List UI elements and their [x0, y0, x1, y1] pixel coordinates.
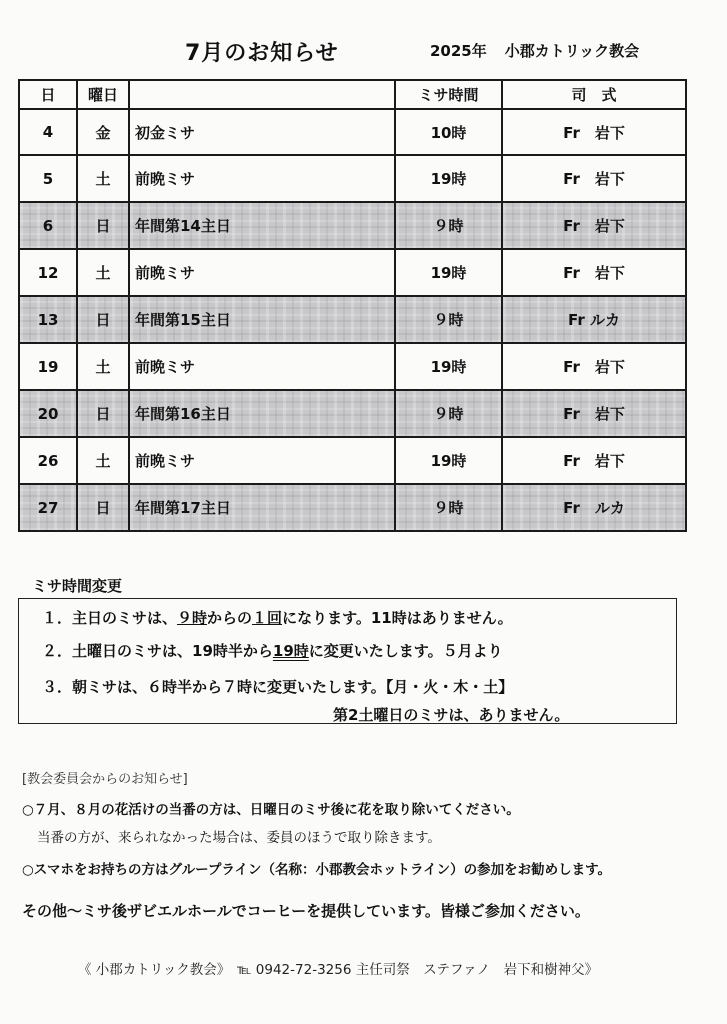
row-day: 4 — [19, 109, 77, 155]
row-time: 19時 — [395, 249, 502, 296]
row-weekday: 土 — [77, 249, 129, 296]
change-line-1 — [42, 607, 513, 628]
row-weekday: 日 — [77, 390, 129, 437]
row-name: 前晩ミサ — [129, 437, 395, 484]
row-time: ９時 — [395, 296, 502, 343]
change-line-2-c: に変更いたします。５月より — [308, 642, 503, 660]
change-line-3: ３．朝ミサは、６時半から７時に変更いたします。【月・火・木・土】 — [42, 678, 514, 696]
row-name: 年間第14主日 — [129, 202, 395, 249]
table-row — [19, 109, 686, 155]
table-row — [19, 202, 686, 249]
row-day: 12 — [19, 249, 77, 296]
header-day: 日 — [19, 80, 77, 109]
row-weekday: 日 — [77, 202, 129, 249]
row-name: 前晩ミサ — [129, 155, 395, 202]
row-priest: Fr 岩下 — [502, 155, 686, 202]
row-day: 6 — [19, 202, 77, 249]
row-priest: Fr 岩下 — [502, 390, 686, 437]
row-priest: Fr 岩下 — [502, 437, 686, 484]
change-line-2 — [42, 640, 503, 661]
change-line-1-c: からの — [207, 609, 253, 627]
row-weekday: 土 — [77, 343, 129, 390]
table-row — [19, 343, 686, 390]
change-line-4: 第2土曜日のミサは、ありません。 — [333, 706, 570, 724]
row-priest: Fr ルカ — [502, 484, 686, 531]
table-row — [19, 484, 686, 531]
row-name: 年間第15主日 — [129, 296, 395, 343]
page-title: 7月のお知らせ — [185, 41, 339, 66]
committee-item-1: ○７月、８月の花活けの当番の方は、日曜日のミサ後に花を取り除いてください。 — [22, 802, 520, 818]
row-priest: Fr 岩下 — [502, 109, 686, 155]
row-name: 年間第17主日 — [129, 484, 395, 531]
row-priest: Fr ルカ — [502, 296, 686, 343]
committee-item-2: ○スマホをお持ちの方はグループライン（名称：小郡教会ホットライン）の参加をお勧めします。 — [22, 862, 612, 878]
change-line-1-once: １回 — [252, 609, 283, 627]
row-weekday: 土 — [77, 437, 129, 484]
row-time: 19時 — [395, 343, 502, 390]
row-day: 13 — [19, 296, 77, 343]
committee-item-1b: 当番の方が、来られなかった場合は、委員のほうで取り除きます。 — [37, 830, 441, 846]
row-day: 27 — [19, 484, 77, 531]
row-priest: Fr 岩下 — [502, 343, 686, 390]
header-weekday: 曜日 — [77, 80, 129, 109]
row-day: 26 — [19, 437, 77, 484]
row-name: 前晩ミサ — [129, 343, 395, 390]
row-time: ９時 — [395, 390, 502, 437]
row-time: 19時 — [395, 155, 502, 202]
header-time: ミサ時間 — [395, 80, 502, 109]
mass-schedule-table — [18, 79, 687, 532]
row-time: 19時 — [395, 437, 502, 484]
row-time: 10時 — [395, 109, 502, 155]
change-line-2-a: ２．土曜日のミサは、19時半から — [42, 642, 273, 660]
other-notice: その他～ミサ後ザビエルホールでコーヒーを提供しています。皆様ご参加ください。 — [22, 902, 590, 920]
row-day: 5 — [19, 155, 77, 202]
change-line-2-nineteen: 19時 — [272, 642, 309, 660]
row-day: 20 — [19, 390, 77, 437]
header-priest: 司 式 — [502, 80, 686, 109]
table-row — [19, 249, 686, 296]
row-weekday: 金 — [77, 109, 129, 155]
row-time: ９時 — [395, 484, 502, 531]
change-line-1-e: になります。11時はありません。 — [282, 609, 513, 627]
row-weekday: 土 — [77, 155, 129, 202]
row-time: ９時 — [395, 202, 502, 249]
table-row — [19, 155, 686, 202]
row-name: 前晩ミサ — [129, 249, 395, 296]
row-priest: Fr 岩下 — [502, 249, 686, 296]
row-priest: Fr 岩下 — [502, 202, 686, 249]
change-line-1-nine: ９時 — [177, 609, 208, 627]
table-header-row — [19, 80, 686, 109]
footer-contact: 《 小郡カトリック教会》 ℡ 0942-72-3256 主任司祭 ステファノ 岩下和樹神父》 — [78, 962, 599, 978]
header-name — [129, 80, 395, 109]
table-row — [19, 390, 686, 437]
table-row — [19, 437, 686, 484]
mass-time-change-title: ミサ時間変更 — [32, 577, 123, 595]
row-weekday: 日 — [77, 484, 129, 531]
row-name: 初金ミサ — [129, 109, 395, 155]
church-name: 小郡カトリック教会 — [504, 42, 640, 60]
committee-title: [教会委員会からのお知らせ] — [22, 772, 188, 787]
change-line-1-a: １．主日のミサは、 — [42, 609, 178, 627]
row-name: 年間第16主日 — [129, 390, 395, 437]
church-heading — [430, 40, 639, 61]
row-day: 19 — [19, 343, 77, 390]
year-label: 2025年 — [430, 42, 487, 60]
table-row — [19, 296, 686, 343]
row-weekday: 日 — [77, 296, 129, 343]
